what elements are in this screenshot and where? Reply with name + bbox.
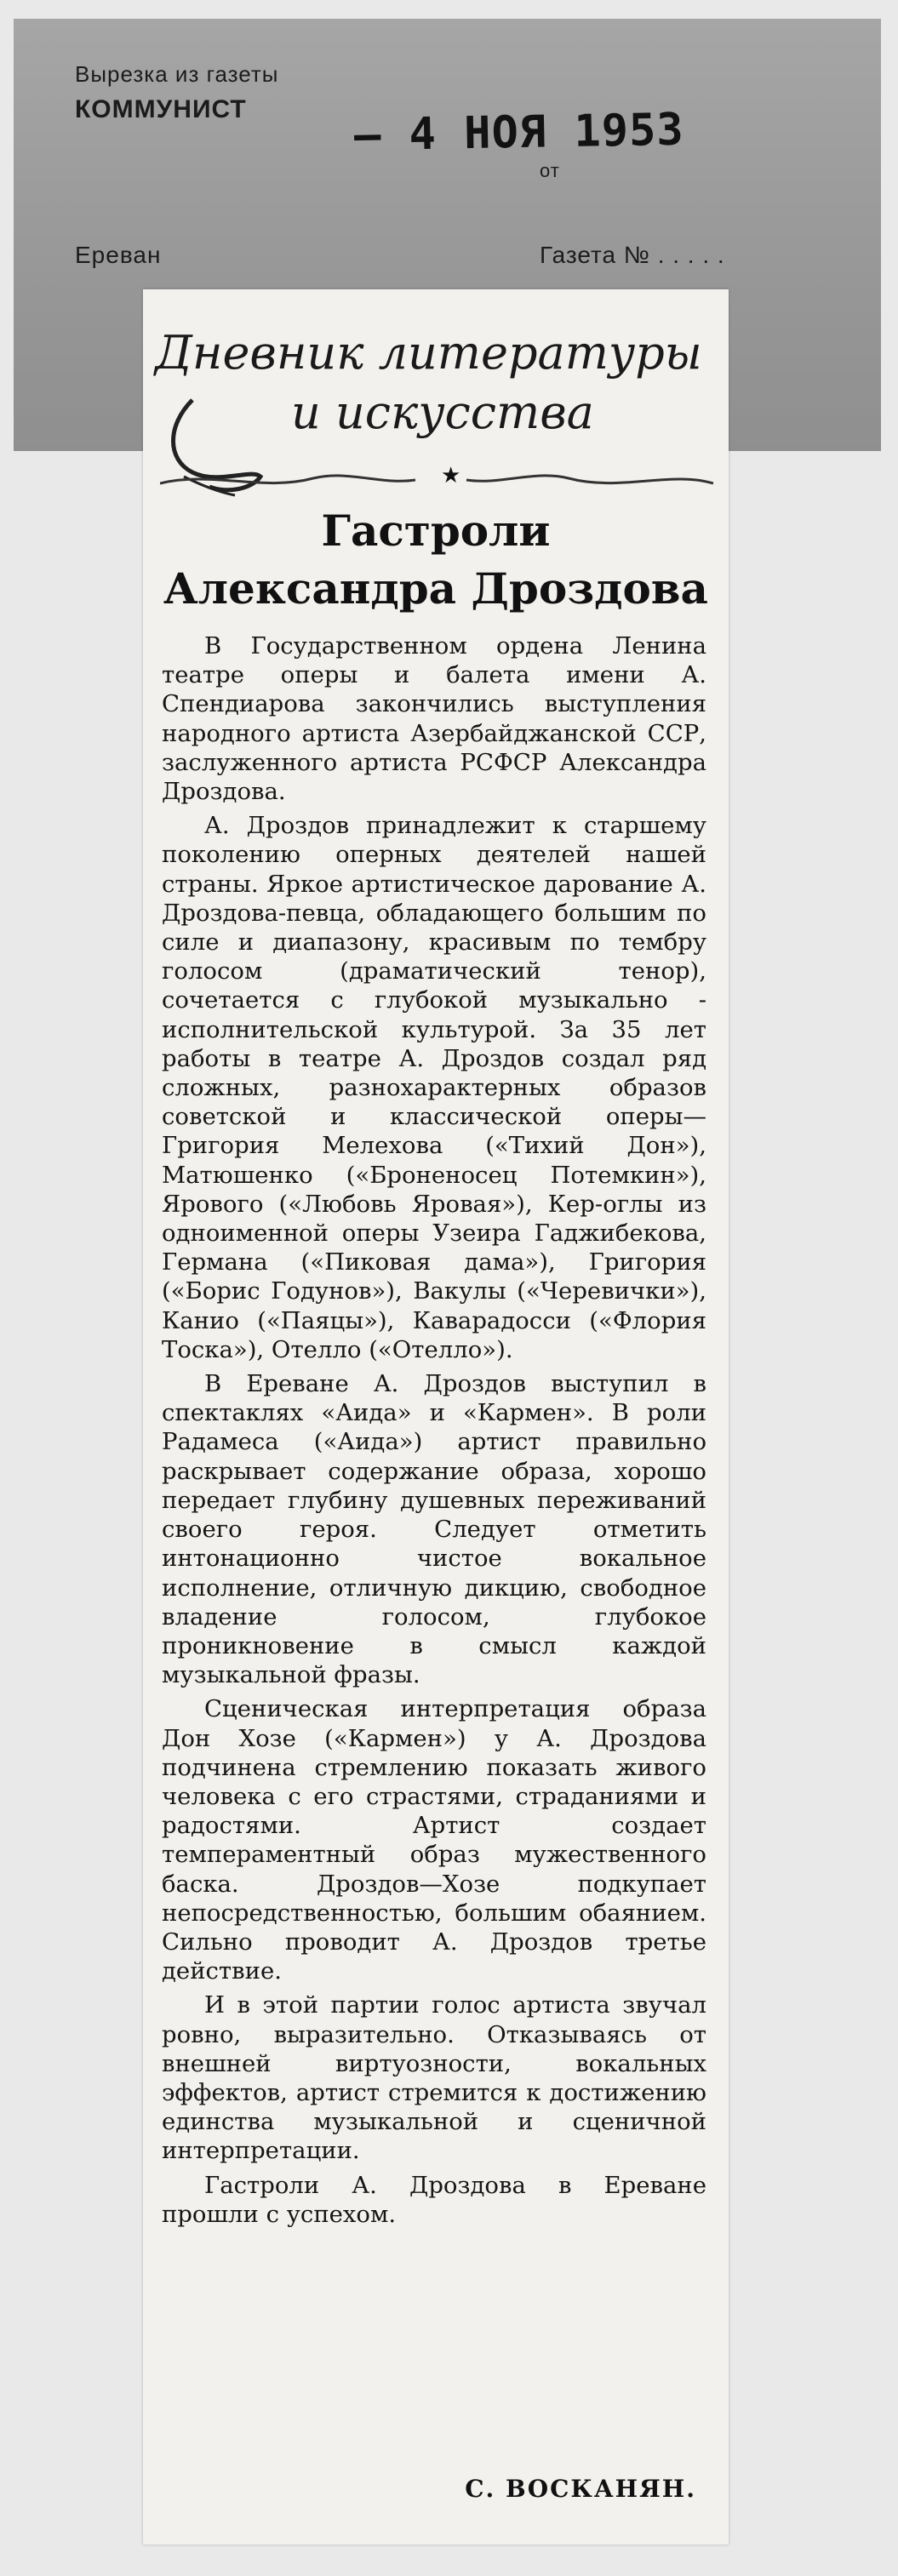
star-icon: ★	[441, 463, 461, 488]
title-line-1: Гастроли	[321, 505, 551, 556]
article-body	[162, 631, 706, 2234]
paragraph: В Ереване А. Дроздов выступил в спектаклях «Аида» и «Кармен». В роли Радамеса («Аида») артист правильно раскрывает содержание образа, хорошо передает глубину душевных переживаний своего героя. Следует отметить интонационно чистое вокальное исполнение, отличную дикцию, свободное владение голосом, глубокое проникновение в смысл каждой музыкальной фразы.	[162, 1370, 706, 1689]
gazeta-number-label: Газета № . . . . .	[540, 242, 725, 268]
newspaper-clipping	[143, 289, 729, 2545]
author-signature: С. ВОСКАНЯН.	[465, 2475, 696, 2503]
article-title	[143, 502, 729, 618]
rubric-line-1: Дневник литературы	[155, 326, 702, 380]
ornament-divider	[160, 463, 713, 492]
city-label: Ереван	[75, 242, 162, 268]
title-line-2: Александра Дроздова	[163, 563, 708, 614]
rubric-line-2: и искусства	[291, 386, 594, 439]
divider-lines-icon	[160, 466, 713, 492]
newspaper-name: КОММУНИСТ	[75, 95, 247, 123]
date-stamp: – 4 НОЯ 1953	[353, 104, 685, 162]
paragraph: Гастроли А. Дроздова в Ереване прошли с успехом.	[162, 2171, 706, 2228]
paragraph: И в этой партии голос артиста звучал ровно, выразительно. Отказываясь от внешней виртуозности, вокальных эффектов, артист стремится к достижению единства музыкальной и сценичной интерпретации.	[162, 1991, 706, 2165]
paragraph: В Государственном ордена Ленина театре оперы и балета имени А. Спендиарова закончились выступления народного артиста Азербайджанской ССР, заслуженного артиста РСФСР Александра Дроздова.	[162, 632, 706, 806]
cutting-label: Вырезка из газеты	[75, 61, 279, 87]
from-label: от	[540, 160, 560, 181]
paragraph: А. Дроздов принадлежит к старшему поколению оперных деятелей нашей страны. Яркое артистическое дарование А. Дроздова-певца, обладающего большим по силе и диапазону, красивым по тембру голосом (драматический тенор), сочетается с глубокой музыкально - исполнительской культурой. За 35 лет работы в театре А. Дроздов создал ряд сложных, разнохарактерных образов советской и классической оперы—Григория Мелехова («Тихий Дон»), Матюшенко («Броненосец Потемкин»), Ярового («Любовь Яровая»), Кер-оглы из одноименной оперы Узеира Гаджибекова, Германа («Пиковая дама»), Григория («Борис Годунов»), Вакулы («Черевички»), Канио («Паяцы»), Каварадосси («Флория Тоска»), Отелло («Отелло»).	[162, 812, 706, 1363]
paragraph: Сценическая интерпретация образа Дон Хозе («Кармен») у А. Дроздова подчинена стремлению показать живого человека с его страстями, страданиями и радостями. Артист создает темпераментный образ мужественного баска. Дроздов—Хозе подкупает непосредственностью, большим обаянием. Сильно проводит А. Дроздов третье действие.	[162, 1695, 706, 1985]
